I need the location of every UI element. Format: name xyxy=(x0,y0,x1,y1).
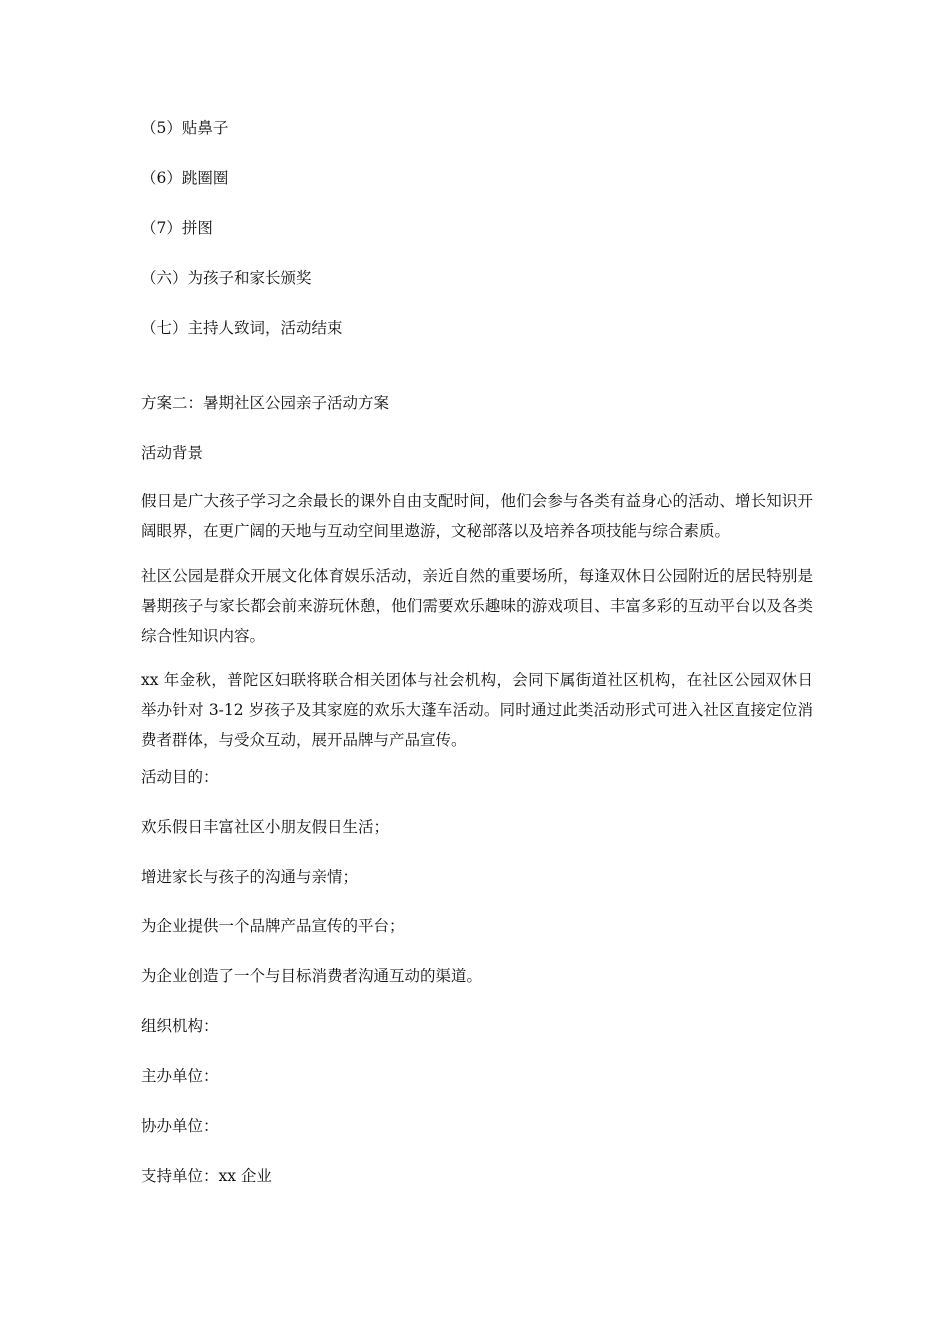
background-paragraph-1: 假日是广大孩子学习之余最长的课外自由支配时间，他们会参与各类有益身心的活动、增长知识开阔眼界，在更广阔的天地与互动空间里遨游，文秘部落以及培养各项技能与综合素质。 xyxy=(141,492,813,540)
section-six: （六）为孩子和家长颁奖 xyxy=(141,269,312,287)
list-item-6: （6）跳圈圈 xyxy=(141,169,229,187)
goal-item-4: 为企业创造了一个与目标消费者沟通互动的渠道。 xyxy=(141,967,483,985)
background-paragraph-3: xx 年金秋，普陀区妇联将联合相关团体与社会机构，会同下属街道社区机构，在社区公园双休日举办针对 3-12 岁孩子及其家庭的欢乐大蓬车活动。同时通过此类活动形式可进入社区直接定位消费者群体，与受众互动，展开品牌与产品宣传。 xyxy=(141,671,813,749)
org-heading: 组织机构： xyxy=(141,1017,219,1035)
section-seven: （七）主持人致词，活动结束 xyxy=(141,319,343,337)
goals-heading: 活动目的： xyxy=(141,768,219,786)
org-co-host: 协办单位： xyxy=(141,1117,219,1135)
goal-item-1: 欢乐假日丰富社区小朋友假日生活； xyxy=(141,818,390,836)
goal-item-3: 为企业提供一个品牌产品宣传的平台； xyxy=(141,917,405,935)
background-paragraph-2: 社区公园是群众开展文化体育娱乐活动，亲近自然的重要场所，每逢双休日公园附近的居民特别是暑期孩子与家长都会前来游玩休憩，他们需要欢乐趣味的游戏项目、丰富多彩的互动平台以及各类综合性知识内容。 xyxy=(141,567,813,645)
org-host: 主办单位： xyxy=(141,1067,219,1085)
goal-item-2: 增进家长与孩子的沟通与亲情； xyxy=(141,868,359,886)
org-supporter: 支持单位：xx 企业 xyxy=(141,1167,272,1185)
list-item-7: （7）拼图 xyxy=(141,219,213,237)
list-item-5: （5）贴鼻子 xyxy=(141,119,229,137)
background-heading: 活动背景 xyxy=(141,444,204,462)
plan-title: 方案二：暑期社区公园亲子活动方案 xyxy=(141,394,390,412)
